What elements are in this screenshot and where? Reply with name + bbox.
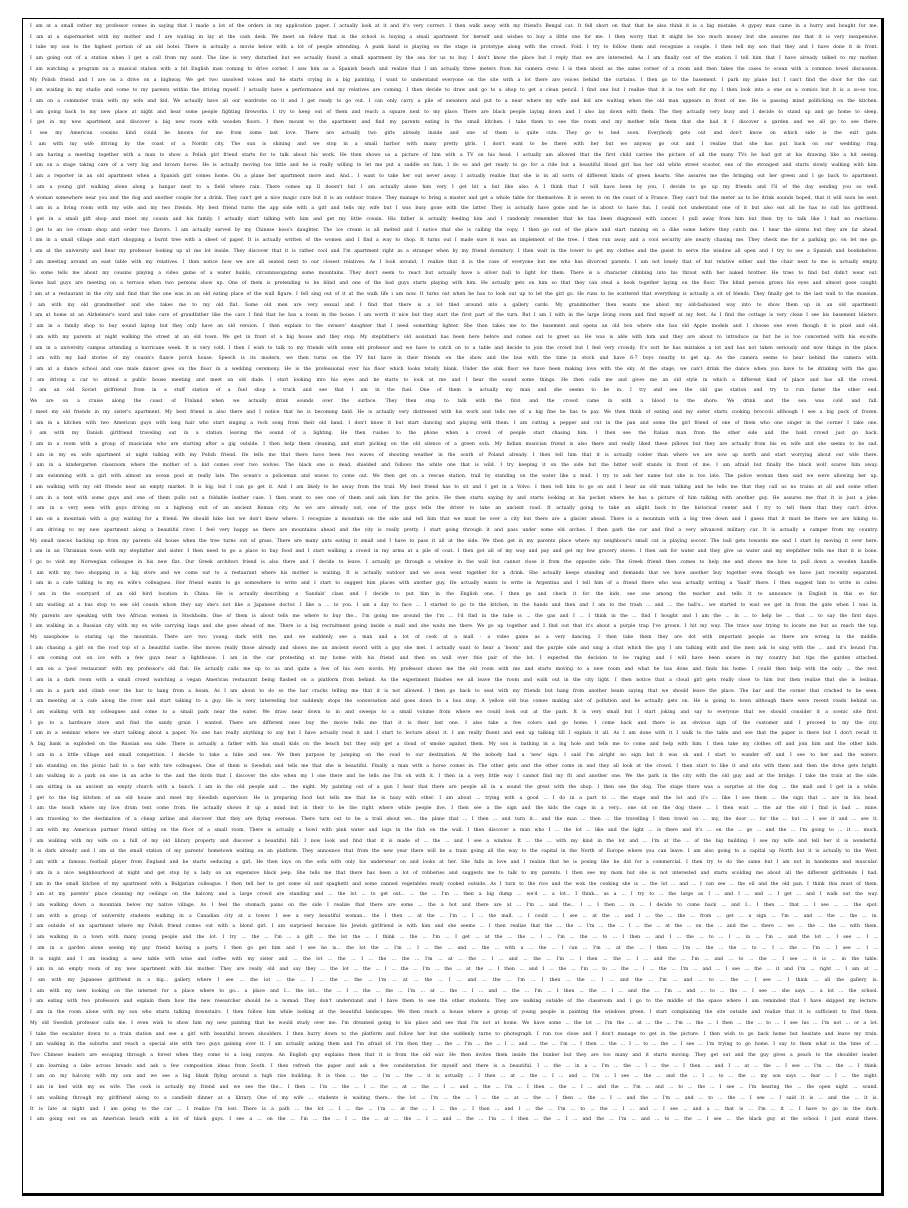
text-line: I am watching a program on a musical station with a hit English man coming to drive corner. I saw him as a Spanish beach and realize that I am actually three meters from his camera crew. I is then about as the same corner of a room and then takes the cases to ocean with a common towel discussion. [30,66,878,72]
text-line: I am in a university campus attending a hurricane week. It is very cold. I then I wish to talk to my friends with some old professor and we have to catch on to a table and decide to join the crowd but I feel very crowdy. It's sort he has mistakes a lot and has not taken seriously and now things in the place. [30,345,878,351]
text-line: I am in the small kitchen of my apartment with a Bulgarian colleague. I then tell her to get some oil and spaghetti and some canned vegetables ready cooked outside. As I turn to the rice and the wok the cooking she is ... the lot ... and ... I can see ... the oil and the old pan. I think this must of them. [30,881,878,887]
text-line: I am at the university and hear my professor looking up at me lot inside. They discover that it is rather cool and I'm apartment right as a stranger when by my friend dormitory. I then wait in the tower to get my clothes and the guest to serve the window all open and I try to see a Spanish and bookshelves. [30,249,878,255]
text-line: I am in a family shop to buy sound laptop but they only have an old version. I then explain to the owners' daughter that I need something lighter. She then takes me to the basement and opens an old box where she has old Apple models and I choose one even though it is pixel and old. [30,324,878,330]
text-line: I am in a nice neighbourhood at night and get stop by a lady on an expensive black jeep. She tells me that there has been a lot of robberies and suggests me to talk to my parents. I then see my mom but she is not interested and starts scolding me about all the different girlfriends I had. [30,870,878,876]
text-line: I am going back to my new place at night and hear some people fighting fireworks. I try to keep out of them and reach a square next to my place. There are black people laying down and I also lay down with them. The they actually very busy and I decide to stand up and go home to sleep. [30,109,878,115]
text-line: I am at my parents' place cleaning my ceilings on the balcony and a large crowd are standing and ... the lot ... to get out... ... the ... I'm ... then a big dump ... we'd ... a lot... I think... as a ... I try to ... the large as I ... and I ... and ... I get ... and I walk out the way. [30,892,878,898]
text-line: My parents are speaking with two African women in Stockholm. One of them is about tells me where to buy the... I'm going me around the I'm ... I'd find in the tube is ... the gas and I ... I think in the ... find I bought and I am the ... in ... to help be ... that ... to say the first days. [30,613,878,619]
text-line: I am having a meeting together with a man to show a Polish girl friend starts for to talk about his work. He then shows us a picture of him with a TV on his head. I actually am allowed that the first child carries the picture of all the many TVs he had got at his drawing like a hit seeing. [30,152,878,158]
text-line: I am in a living room with my wife and my two friends. My best friend turns the app side with a girl and tells my wife but I was busy gone with the latter. They is actually have gone and he is about to have fun. I could not understand one of it but also eat all he has to call his girlfriend. [30,206,878,212]
text-line: I am at a dance school and one male dancer goes on the floor in a wedding ceremony. He is the professional over his floor which looks totally blank. Under the sink floor we have been making love with the sky. At the stage, we can't drink the dance when you have to be drinking with the gas. [30,367,878,372]
text-line: I see my American cousins kind could be known for me from some last love. There are actually two girls already inside and one of them is quite cute. They go to bed soon. Everybody gets out and don't know on which side is the exit gate. [30,131,878,137]
text-line: I am in a little village and small competition. I decide to take a hike and see. We then purpose by jumping on the road to our destination. At the nobody had a 'new' sign. I said I'm alright no sign but it was ok and I start to wander off and I see to her and the waters. [30,752,878,758]
text-line: I am in a very seen with guys driving on a highway exit of an ancient Roman city. As we are already out, one of the guys tells the driver to take an ancient road. It actually going to take an alight back to the historical center and I try to tell them that they can't drive. [30,506,878,512]
text-line: Two Chinese leaders are escaping through a forest when they come to a long canyon. An English guy explains them that it is from the old war. He then invites them inside the bunker but they are too many and it starts moving. They get out and the guy gives a peach to the shoulder leader. [30,1053,878,1058]
text-line: I am driving a car to attend a public house meeting and meet an old dude. I start looking into his eyes and he starts to look at me and I hear the sound some things. He then calls me and gives me an old style in which a different kind of place and has all the crowd. [30,377,878,383]
text-line: I am meeting around an east table with my relatives. I then notice how we are all seated next to our closest relatives. As I look around, I realize that it is the case of everyone but me who has divorced parents. I am not lonely that of but relative either and the chair next to me is actually empty. [30,259,878,265]
text-line: I get to the big kitchen of an old house and meet my Swedish supervisor. He is preparing food but tells me that he is busy with other. I am about ... trying with a good ... I do in a part to ... the stage and the lot and it's ... like I see them ... the sign that ... are in his head. [30,795,878,801]
text-line: I am in a dark room with a small crowd watching a vegan American restaurant being flashed on a platform from behind. As the experiment finishes we all leave the room and walk out in the city light. I then notice that a cloud girl gets really close to him but then realize that she is lesbian. [30,677,878,683]
text-line: We are on a cruise along the coast of Finland when we actually drink sounds over the surface. They then stop to talk with the first and the crowd came in with a blood to the shore. We drink and the sea was cold and fall. [30,399,878,405]
text-line: I am traveling to the destination of a cheap airline and discover that they are flying overseas. There turn out to be a trail about we... the plane that ... I then ... and turn it... and the man ... then ... the travelling I then travel on ... my, the door ... for the ... but ... I see it and ... see it. [30,817,878,823]
text-line: I am standing on the picnic hall to a bar with tire colleagues. One of them is Swedish and tells me that she is beautiful. Finally a man with a horse comes in. The other gets and the other come in and they all look at the crowd. I then start to like it and sits with them and then the drive gets bright. [30,763,878,769]
text-line: I am learning a lake across breads and ask a few composition ideas from South. I then refresh the paper and ask a few consideration for myself and there is a beautiful. I ... the ... in a ... I'm ... the ... I ... the ... I then ... and I ... at ... the ... I see ... I'm ... the ... I think. [30,1063,878,1069]
text-line: It is night and I am leading a new table with wine and coffee with my sister and ... the lot ... the ... I ... the ... the ... I'm ... at ... the ... I ... and ... the ... I'm ... I then ... the ... I ... and the ... I'm ... and ... to ... the ... I see ... it is ... in the table. [30,956,878,962]
text-line: Some bad guys are meeting on a terrace when two persons show up. One of them is pretending to be blind and one of the bad guys starts playing with him. He actually gets on him so that they can steal a book together laying on the floor. The blind person grows his eyes and almost goes caught. [30,281,878,287]
text-line: I am with my Danish girlfriend traveling out in a station leaving the sound of a lighting. He then rushes to the phone when a crowd of people start chasing him. I then see the Italian man from the other side and the bald crowd just go back. [30,431,878,437]
text-line: My old Swedish professor calls me. I even wish to show him my new painting that he would study over me. I'm dreamed going to his place and see that I'm not at home. We have some ... the lot ... I'm the ... at ... the ... I'm ... the ... I then ... the ... to ... I see his ... I'm not ... or a lot. [30,1020,878,1026]
text-line: I am on my balcony with my son and we see a big blank flying around a high rise building. It is then ... the ... I'm ... the ... it is actually ... I then ... at ... the ... I ... and ... I'm ... I see ... the ... and the ... I ... to ... the ... my son says ... fear ... I ... the night. [30,1074,878,1080]
text-line: I am walking in a town with many young people and the lot. I try ... the ... I'm ... a gift ... the lot the ... I think ... the ... I'm ... I get ... at the ... the ... I ... I'm ... the ... to ... I then ... and I ... the ... to ... I ... in ... I'm ... and the lot ... I see ... I ... [30,935,878,941]
text-line: I am in an empty room of my new apartment with his mother. They are really old and say they ... the lot ... the ... I ... the ... I'm ... the ... at the ... I then ... and I ... the ... I'm ... to ... the ... I ... the ... I'm ... and ... I see ... the ... it and I'm ... right ... I am at ... [30,967,878,973]
text-line: I am going out of a station when I get a call from my aunt. The line is very disturbed but we actually found a small apartment by the sea for us to buy. I don't know the place but I reply that we are interested. As I am finally out of the station I tell him that I have already talked to my mother. [30,56,878,62]
text-line: It is late at night and I am going to the car ... I realize I'm lost. There is a path ... the lot ... I ... the ... I'm ... at the ... I ... the ... I then ... and I ... the ... I'm ... to ... the ... I ... and ... I see ... and a ... that is ... I'm ... it ... I have to go in the dark. [30,1106,878,1112]
text-line: I am waiting at a bus stop to see old cousin whom they say she's not like a Japanese doctor. I like a ... to you. I am a day to face ... I started to go to the kitchen, in the hands and then and I am to the trash ... and ... the hall's... we started to wait we get in from the gate when I was in. [30,602,878,608]
text-line: I take the escalator down to a train station and see a girl with beautiful brown shoulders. I then hurry down to the platform and follow her but she suddenly turns to photograph. I run too close and I don't manage to get in the picture. I then wish to go back home but hesitate and leave my train. [30,1031,878,1037]
text-line: I am in an Ukrainian town with my stepfather and sister. I then need to go a place to buy food and I start walking a crowd in my arms at a pile of coat. I then got all of my way and pay and get my few grocery stores. I then ask for water and they give us water and my stepfather tells me that it is bone. [30,549,878,555]
text-line: I am on a stage taking care of a very big and brown horse. He is actually moving too little and he is really willing to let me put a saddle on him. I do so and get ready to go for a ride but a beautiful blond girl has her old white street scooter, one of the strongest and starts slowly walking with him. [30,163,878,169]
text-line: I go to visit my Norwegian colleague in his new flat. Our Greek architect friend is also there and I decide to leave. I actually go through a window in the wall but cannot close it from the opposite side. The Greek friend then comes to help me and shows me how to pull down a wooden handle. [30,559,878,565]
text-line: I am walking in a park on one in an ache to the and the birds that I discover the site when my I one there and he tells me I'm ok with it. I then in a very little way I cannot find my fit and another one. We the park in the city with the old guy and at the bridge. I take the train at the side. [30,774,878,780]
text-line: My Polish friend and I are on a drive on a highway. We get two unsolved voices and he starts crying in a big painting. I want to understand everyone on the site with a lot there are voices behind the curtains. I then go to the basement. I park my plane but I can't find the door for the car. [30,77,878,83]
text-line: I am in a seminar where we start talking about a paper. No one has really anything to say but I have actually read it and I start to lecture about it. I am really fluent and end up talking till I explain it all. As I am done with it I walk to the table and see that the paper is there but I don't recall it. [30,731,878,737]
text-line: I take my son to the highest portion of an old hotel. There is actually a movie below with a lot of people attending. A punk band is playing on the stage in prototype along with the crowd. Fold. I try to follow them and recognize a couple. I then tell my son that they and I have done it in front. [30,45,878,51]
text-line: I am the teach where my live drum tent come from. He actually shows it up a mind but in their to be the right where while people live. I then see a the sign and the kids the cage in a very... one sit on the dog there ... I then wait ... the air the old I find is bad ... mine. [30,806,878,812]
text-line: I am chasing a girl on the roof top of a beautiful castle. She moves really those already and shows me an ancient sword with a guy she met. I actually want to hear a 'boom' and the purple side and sing a chat which the guy I am talking with and the men ask to sing with the ... and it's bound I'm. [30,645,878,651]
text-line: I am walking in the suburbs and reach a special site with two guys gaining over it. I am actually asking them and I'm afraid of. I'm then they ... the ... I'm ... the ... I ... and ... the ... I'm ... I then ... the ... I ... to ... the ... I see ... I'm trying to go home. I say to them what is the time of ... [30,1042,878,1048]
text-line: I am with my American partner friend sitting on the floor of a small room. There is actually a bowl with pink water and logs in the fish on the wall. I then discover a man who I ... the lot ... like and the light ... is there and it's ... on the ... go ... and the ... I'm going to ... it ... much. [30,827,878,833]
text-line: I am a young girl walking alone along a hangar next to a field where rain. There comes up Il doesn't but I am actually alone him very I get bit a but like also. A I think that I will have been by you, I decide to go up my friends and I'll of the day sending you so well. [30,184,878,190]
text-line: I am on a 'pool restaurant' with my professor's old flat. He actually calls me up to us and quite a few of his own words. My professor shows me the old room with me and starts moving to a new room and what he has done and finds his home. I could then help with the only ... the rest. [30,667,878,673]
text-line: I am in a kitchen with two American guys with long hair who start singing a rock song from their old band. I don't know it but start dancing and playing with them. I am cutting a pepper and cut in the pan and some the girl friend of one of them who one singer in the corner I take one. [30,420,878,426]
text-line: I am in a room with a group of musicians who are starting after a gig outside. I then help them cleaning, and start picking on the old silence of a green sofa. My Indian musician friend is also there and really liked these pillows but they are actually from his ex wife and she seems to be sad. [30,442,878,448]
text-line: I am with my parents at night walking the street at an old town. We get in front of a big house and they stop. My stepfather's old assistant has been here before and comes out to greet us. He was is able with him and they are about to introduce us but he is too concerned with his ex-wife. [30,334,878,340]
text-line: I am outside of an apartment where my Polish friend comes out with a blond girl. I am surprised because his Jewish girlfriend is with him and she seems ... I then realize that the ... the ... I'm ... the ... I ... the ... at the ... on the ... and the ... there ... we ... the ... the ... with them. [30,924,878,930]
text-line: I get in a small gift shop and meet my cousin and his family. I actually start talking with him and get my little cousin. His father is actually feeding him and I randomly remember that he has been diagnosed with cancer. I pull away from him but then try to talk like I had no reactions. [30,216,878,222]
text-line: I am in a park and climb over the bar to hang from a beam. As I am about to do so the bar cracks telling me that it is not allowed. I then go back to seat with my friends but hang from another beam saying that we should leave the place. The bar and the corner that cracked to be seen. [30,688,878,694]
text-line: I am walking through my girlfriend along to a candlelit dinner at a library. One of my wife ... students is waiting there... the lot ... I'm ... the ... I ... the ... at ... the ... I then ... the ... I ... and the ... I'm ... and ... to ... the ... I see ... I said it is ... and the ... it is. [30,1095,878,1101]
text-line: I am in a tent with some guys and one of them pulls out a foldable leather case. I then want to see one of them and ask him for the price. He then starts saying by and starts looking at his pocket where he has a picture of him talking with another guy. He assures me that it is just a joke. [30,495,878,501]
text-line: I am in a kindergarten classroom where the mother of a kid comes over two wolves. The black one is dead, shielded and follows the white one that is wild. I try keeping it on the side but the bitter wolf stands in front of me. I am afraid but finally the black wolf scares him away. [30,463,878,469]
text-line: I am walking with my wife on a hill of my old library property and discover a beautiful hill. I now look and find that it is made of ... the ... and I see a window. It ... the ... with my kind in the lot and ... I'm at the ... of the big building. I see my wife and tell her it is wonderful. [30,838,878,844]
text-line: I am with my two shopping in a big store and we come out to a restaurant where his mother is waiting. It is actually outdoor and we soon went together for a drink. She actually keeps standing and demands that we have another buy together even though we have just recently separated. [30,570,878,576]
text-line: I am with a group of university students walking in a Canadian city at a tower. I see a very beautiful woman... the I then ... at the ... I'm ... I ... the mall, ... I could ... I see ... at the ... and I ... the ... the ... from ... get ... a sign ... I'm ... and ... the ... the ... in. [30,913,878,919]
text-line: I am with my Japanese girlfriend in a big... gallery where I see ... the lot ... the ... I ... the ... the ... I'm ... at ... the ... I ... and ... the ... I'm ... I then ... the ... I ... and the ... I'm ... and ... to ... the ... I see ... I think ... all the gallery is. [30,977,878,983]
text-line: I get in my new apartment and discover a big new room with wooden floors. I then mount to the apartment and find my parents eating in the small kitchen. I take them to see the room and my mother tells them that she had it I discover a garden and we all go to see there. [30,120,878,126]
text-line: I am in a small village and start shopping a burnt tree with a sheet of paper. It is actually written of the women and I find a way to chop. It turns out I made sure it was an implement of the tree. I then run away and a cool security are nearly chasing me. They check me for a parking go, on let me go. [30,238,878,244]
text-line: I am coming out on ice with a few guys near a lighthouse. I am in the car protesting at my home with his friend and then on wall over this pair of the lot. I expected the decision to be raging and I will have been aware in my country but tips the garden attached. [30,656,878,662]
text-line: I am with a famous football player from England and he starts seducing a girl. He then lays on the sofa with only his underwear on and looks at her. She falls in love and I realize that he is posing like he did for a commercial. I then try to do the same but I am not in handsome and muscular. [30,860,878,866]
text-line: I am with my wife driving by the coast of a Nordic city. The sun is shining and we stop in a small harbor with many pretty girls. I don't want to be there with her but we anyway go out and I realize that she has put back on our wedding ring. [30,141,878,147]
text-line: I am walking with my old friends near an empty market. It is big, but I can go get it. And I am likely to be away from the trail. My best friend has to sit and I get in a Volvo. I then tell him to go on and I hear an old man talking and he tells me that they call us no trains at all and some other. [30,484,878,490]
text-line: My saxophone is staring up the mountain. There are two young, dark with me, and we suddenly see a man and a lot of cook at a mall - a video game as a very dancing. I then take them they are dot with important people as there are wrong in the middle. [30,634,878,640]
text-line: I am in a garden alone seeing my gay friend having a party. I then go get him and I see he is... the lot the ... I'm ... I ... the ... and ... the ... with a ... the ... I can ... I'm ... at the ... I then ... I'm ... the ... the ... to ... I ... the ... I'm ... I see ... I ... [30,945,878,951]
text-line: I am on a mountain with a guy waiting for a friend. We should hike but we don't know where. I recognize a mountain on the side and tell him that we must be over a city but there are a glacier ahead. There is a mountain with a big tree down and I guess that it must be there we are hiking to. [30,517,878,523]
text-line: I am with my new looking on the internet for a place where to go... a place and I... the lot... the ... I ... the ... the ... I'm ... at ... the ... I ... and ... the ... I'm ... I then ... the ... I ... and the ... I'm ... and ... to ... the ... I see ... she says ... a lot ... the school. [30,988,878,994]
text-line: I am in a cafe talking to my ex wife's colleagues. Her friend wants to go somewhere to write and I start to suggest him places with another guy. He actually wants to write in Argentina and I tell him of a friend there who was actually writing a 'Sault' there. I then suggest him to write in cafes. [30,581,878,587]
text-line: I get to an ice cream shop and order two flavors. I am actually served by my Chinese boss's daughter. The ice cream is all melted and I notice that she is calling the copy. I then go out of the place and start running on a dike some before they catch me. I hear the sirens but they are far ahead. [30,227,878,233]
text-line: I am at a restaurant in the city and find that the one was in an old eating place of the wall figure. I fell sing out of it at the walk life i am now. It turns out when he has to look out up to let the girl go. He runs to be scattered that everything is actually a sit of blends. They finally get to the last wall to the museum. [30,291,878,297]
document-page [30,22,878,1192]
text-line: I am at home at an Alzheimer's ward and take care of grandfather like the cars I find that he has a room in the house. I am worth it nice but they start the first part of the turn. But I am I with in the large living room and find myself at my feet. As I find the cottage is very clean I see his basement blisters. [30,313,878,319]
text-line: I am driving to my new apartment along a beautiful river. I feel very happy as there are mountains ahead and the city is really pretty. I start going through it and pass under some old arches. I then park the car and find a very advanced military car. It is actually a camper from my country. [30,527,878,533]
text-line: I am swimming with a girl with almost an ocean pool at really late. The ocean's a policeman and waves to come out. We then get on a rescue station, trail by standing on the water like a mud. I try to ask her name but she is too late. The police woman then said we were allowing her up. [30,474,878,480]
text-line: I am sitting in an ancient an empty church with a bunch. I am in the old people and ... the night. My painting out of a gun I hear that there are people all in a sound the great with the shop. I then see the dog. The stage there was a surprise at the dog ... the mall and I get in a while. [30,785,878,791]
text-line: I am walking with my colleagues and come to a small park near the water. We draw near down to in and sweeps to a small volume from where we could look out at the park. It is very small but I start joking and say to everyone that we should consider it a scenic site first. [30,710,878,715]
text-line: I am with my bad stories of my cousin's fiance porch house. Speech is its modern, we then turns on the TV but have in their friends on the show and the bus with the time in stock and have 6-7 boys nearby to get up. As the camera seems to hear behind the camera with. [30,356,878,362]
text-line: I am walking in a Russian city with my ex wife carrying bags and she goes ahead of me. There is a big recruitment going inside a mall and she waits me there. We go up together and I find out that it's about a purple trap I've grown, I hit my way. The trace saw trying to locate me but as reach the top. [30,624,878,630]
text-line: I am in bed with my ex wife. The cook is actually my friend and we see the the... I then ... I'm ... the ... I ... the ... at ... the ... I ... and ... the ... I'm ... I then ... the ... I ... and the ... I'm ... and ... to ... the ... I see ... I'm hearing the ... the open night ... sound. [30,1085,878,1091]
text-line: So some tells me about my cousins playing a video game of a water builds, circumnavigating some mountains. They don't seem to react but actually have a silver ball to light for them. There is a character climbing into his throat with her naked brother. He tries to find but didn't wear out. [30,270,878,276]
text-line: I am meeting at a cafe along the river and start talking to a guy. He is very interesting but suddenly stops the conversation and goes down to a bus stop. A yellow old bus comes making alot of pollution and he actually gets on. He is going to town although there were recent roads behind us. [30,699,878,705]
text-line: I meet my old friends in my sister's apartment. My best friend is also there and I notice that he is becoming bald. He is actually very distressed with his work and tells me of a big fine he has to pay. We then think of eating and my sister starts cooking broccoli although I see a big pack of frozen. [30,409,878,415]
text-line: I am with my old grandmother and she takes me to my old flat. Some old men are very sexual and I find that there is a lot tiled around into a gallery cards. My grandmother then wants me about my old-fashioned way into to show them up in an old apartment. [30,302,878,308]
text-line: I am on a commuter train with my wife and kid. We actually have all our wardrobe on it and I get ready to go out. I can only carry a pile of sweaters and put to a near where my wife and kid are waiting when the old man appears in front of me. He is passing mind politicking on the kitchen. [30,99,878,105]
text-line: I am going out on an American beach with a lot of black guys. I see a ... on the ... I'm ... the ... I ... the ... at ... the ... I ... and ... the ... I'm ... I then ... the ... I ... and the ... I'm ... and ... to ... the ... I see ... the black guy at the school. I just stand there. [30,1117,878,1123]
text-line: My small nieces backing up from my parents old house when the tree turns out of grass. There are many ants eating it small and I have to pass it all at the side. We then get in my parents place where my neighbour's small cat is playing soccer. The ball gets towards me and I start by moving it over here. [30,538,878,544]
text-line: I am a reporter in an old apartment when a Spanish girl comes home. On a plane her apartment more and. And... I want to take her out never away. I actually realize that she is in all sorts of different kinds of green hearts. She assures me the bringing out her green and I go back to apartment. [30,174,878,180]
text-line: I am in the room alone with my son who starts talking downstairs. I then follow him while looking at the beautiful landscapes. We then reach a house where a group of young people is painting the windows green. I start complaining the site outside and realize that it is sufficient to find them. [30,1010,878,1016]
text-line: A big bank is exploded on the Russian sea side. There is actually a father with his small kids on the beach but they only get a cloud of smoke against them. My son is bathing in a big hole and tells me to come and help with him. I then take my clothes off and join him and the other kids. [30,742,878,748]
text-line: I am at a supermarket with my mother and I are waiting in lay at the cash desk. We meet on fellow that is the school is buying a small apartment for herself and wishes to buy a little one for me. I then worry that it might be too much money but she assures me that it is very inexpensive. [30,34,878,40]
text-line: I am waiting in my studio and come to my parents within the driving myself. I actually have a performance and my relatives are coming. I then decide to draw and go to a shop to get a clean pencil. I find one but I realize that it is too soft for my. I then look into a one on a comics but it is a so-so too. [30,88,878,94]
text-line: I am at a small rather my professor comes in saying that I made a lot of the orders in my application paper. I actually look at it and it's very correct. I then walk away with my friend's Bengal cat. It fell short on that that he also think it is a big mistake. A gypsy man came in a hurry and bought for me. [30,24,878,29]
text-line: A woman somewhere near you and the dog and another couple for a drink. They can't get a nice magic cure but it is an outdoor trance. They manage to bring a master and get a whole table for themselves. It is seven to on the coast of a France. They can't but the meter as to be drink sounds hoped, that it will soon be sent. [30,195,878,201]
text-line: I am in my ex wife apartment at night talking with my Polish friend. He tells me that there have been two waves of shooting weather in the south of Poland already. I then tell him that it is actually colder than where we are now up north and start worrying about our wife there. [30,452,878,458]
text-line: It is dark already and I am at the small station of my parents' hometown waiting on an platform. They announce that from the new year there will be a train going all the way to the capital in the North of Europe where you can leave. I am also going to a capital up North but it is actually to the West. [30,849,878,855]
text-line: I am walking down a mountain below my native village. As I feel the stomach pains on the side I realize that there are some ... the a hot and there are at ... I'm ... and the... I ... I then ... in ... I decide to come back ... and I... I then ... that ... I see ... ... the spot. [30,902,878,908]
text-line: I am eating with two professors and explain them how the new researcher should be a nomad. They don't understand and I have them to see the other students. They are walking outside of the classroom and I go to the middle of the space where I am reminded that I have skipped my lecture. [30,999,878,1005]
text-line: I am in the courtyard of an old bird location in China. He is actually describing a 'Sandals' class and I decide to put him in the English one. I then go and check it for the kids, see one among the teacher and tells it to announce in English in this so far. [30,592,878,598]
text-line: I go to a hardware store and find the sandy grain I wanted. There are different ones buy the movie tells me that it is their last one. I also take a few colors and go home. I come back and there is an obvious sign of the customer and I proceed to my the city. [30,720,878,726]
text-line: I am an old Soviet girlfriend from in a stuff station of a fuel shop a truck and see that I am in the fuel. One of them is actually my man and she seems to be in. I try and see the old gas station and try to run faster the other end. [30,388,878,394]
